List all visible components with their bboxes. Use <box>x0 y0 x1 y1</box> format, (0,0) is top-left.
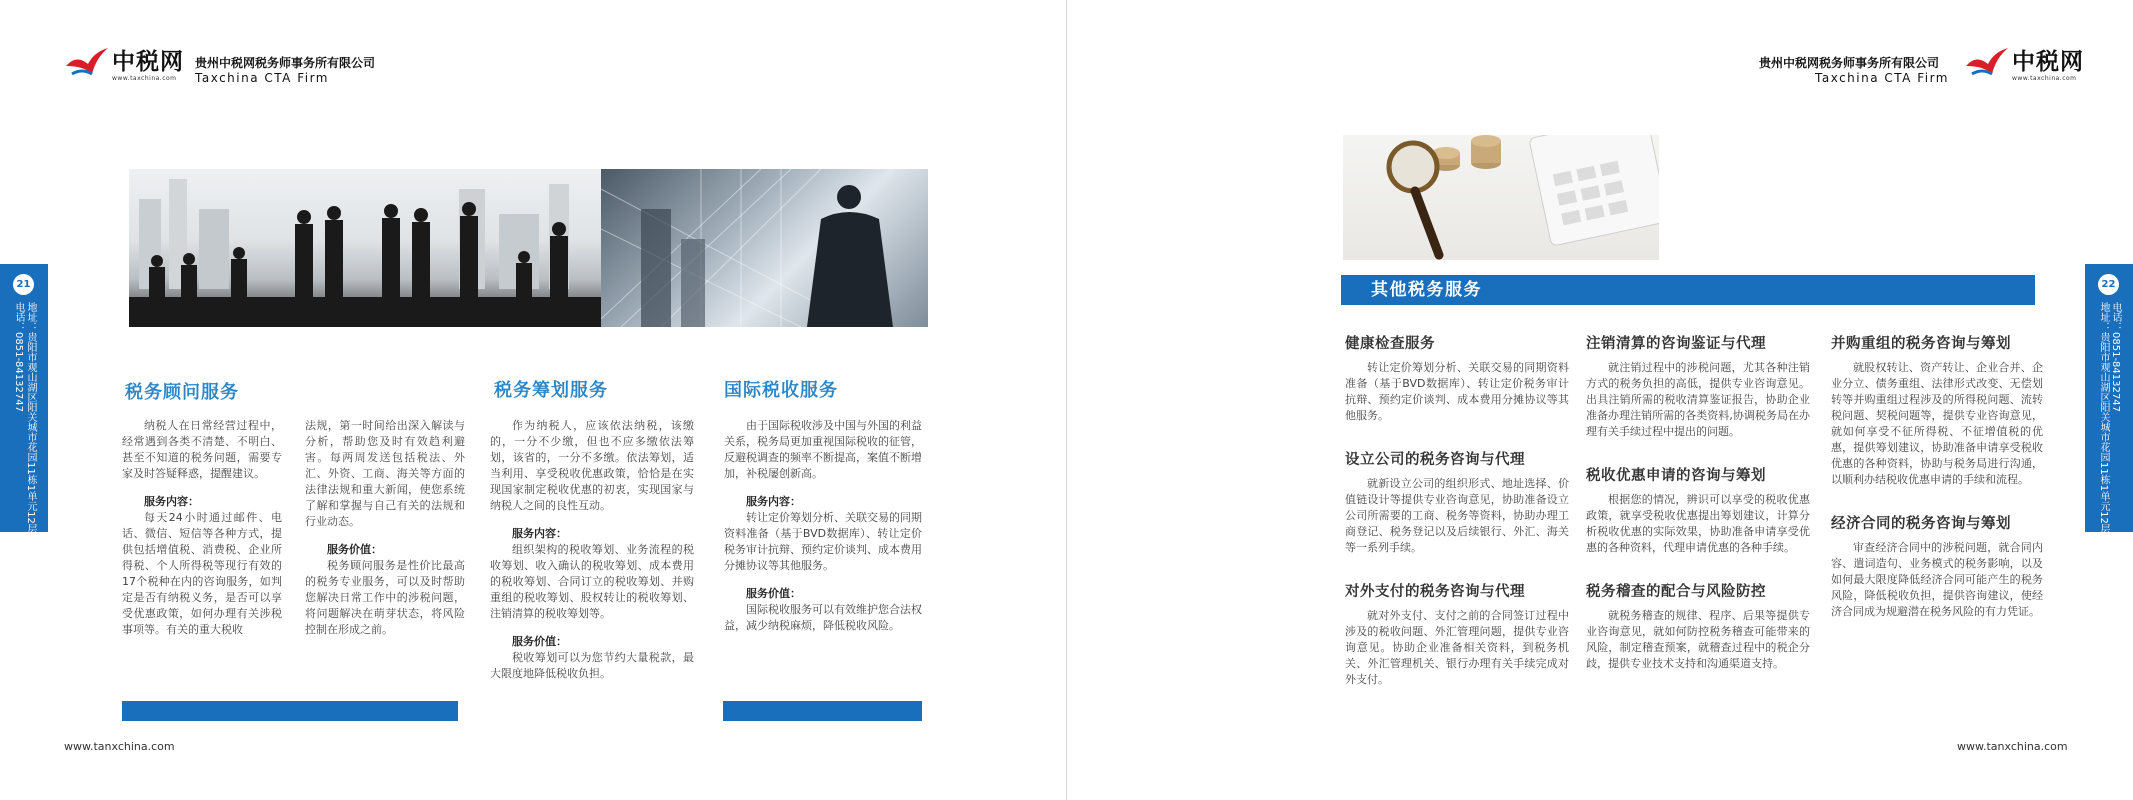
tax-consulting-content-label: 服务内容： <box>144 495 199 508</box>
logo-url: www.taxchina.com <box>112 75 177 82</box>
left-accent-bar <box>122 701 458 721</box>
service-title-company-setup: 设立公司的税务咨询与代理 <box>1345 452 1525 468</box>
business-people-silhouette-icon <box>129 169 601 327</box>
tax-planning-column <box>490 418 694 682</box>
service-title-tax-incentive: 税收优惠申请的咨询与筹划 <box>1586 468 1766 484</box>
tax-planning-content: 组织架构的税收筹划、业务流程的税收筹划、收入确认的税收筹划、成本费用的税收筹划、合同订立的税收筹划、并购重组的税收筹划、股权转让的税收筹划、注销清算的税收筹划等。 <box>490 543 694 620</box>
right-accent-bar <box>723 701 922 721</box>
side-phone: 电话：0851-84132747 <box>2110 302 2121 412</box>
magnifier-coins-photo <box>1343 135 1659 260</box>
side-tab-left <box>0 264 48 532</box>
tax-consulting-column <box>122 418 282 638</box>
tax-planning-value: 税收筹划可以为您节约大量税款，最大限度地降低税收负担。 <box>490 651 694 680</box>
international-tax-column <box>724 418 922 634</box>
service-title-deregistration: 注销清算的咨询鉴证与代理 <box>1586 336 1766 352</box>
international-tax-value-label: 服务价值： <box>746 587 801 600</box>
service-body-mna: 就股权转让、资产转让、企业合并、企业分立、债务重组、法律形式改变、无偿划转等并购重组过程涉及的所得税问题、流转税问题、契税问题等，提供专业咨询意见，就如何享受不征所得税、不征增值税的优惠，提供筹划建议，协助准备申请享受税收优惠的各种资料，协助与税务局进行沟通，以顺利办结税收优惠申请的手续和流程。 <box>1831 361 2043 486</box>
service-body-contracts: 审查经济合同中的涉税问题，就合同内容、遣词造句、业务模式的税务影响，以及如何最大限度降低经济合同可能产生的税务风险，降低税收负担，提供咨询建议，使经济合同成为规避潜在税务风险的有力凭证。 <box>1831 541 2043 618</box>
service-body-deregistration: 就注销过程中的涉税问题，尤其各种注销方式的税务负担的高低，提供专业咨询意见。出具注销所需的税收清算鉴证报告，协助企业准备办理注销所需的各类资料,协调税务局在办理有关手续过程中提出的问题。 <box>1586 361 1810 438</box>
businessman-skyline-icon <box>601 169 928 327</box>
service-title-mna: 并购重组的税务咨询与筹划 <box>1831 336 2011 352</box>
firm-name-en: Taxchina CTA Firm <box>195 71 329 85</box>
service-body-health-check: 转让定价筹划分析、关联交易的同期资料准备（基于BVD数据库）、转让定价税务审计抗辩、预约定价谈判、成本费用分摊协议等其他服务。 <box>1345 361 1569 422</box>
firm-name-cn: 贵州中税网税务师事务所有限公司 <box>1759 56 1940 70</box>
side-phone: 电话：0851-84132747 <box>13 302 24 412</box>
logo <box>62 44 192 84</box>
services-column-a <box>1345 332 1569 688</box>
right-page <box>1067 0 2133 800</box>
service-title-outbound-payment: 对外支付的税务咨询与代理 <box>1345 584 1525 600</box>
tax-planning-title: 税务筹划服务 <box>494 380 608 401</box>
service-title-health-check: 健康检查服务 <box>1345 336 1435 352</box>
side-address: 地址：贵阳市观山湖区阳关城市花园11栋1单元12层 <box>2098 302 2109 534</box>
left-page <box>0 0 1066 800</box>
tax-planning-content-label: 服务内容： <box>512 527 567 540</box>
service-title-tax-audit: 税务稽查的配合与风险防控 <box>1586 584 1766 600</box>
logo-mark-icon <box>1962 44 2010 82</box>
logo-text: 中税网 <box>2012 49 2084 75</box>
tax-consulting-value: 税务顾问服务是性价比最高的税务专业服务，可以及时帮助您解决日常工作中的涉税问题，将问题解决在萌芽状态，将风险控制在形成之前。 <box>305 559 465 636</box>
tax-planning-intro: 作为纳税人，应该依法纳税，该缴的，一分不少缴，但也不应多缴依法筹划，该省的，一分不多缴。依法筹划，适当利用、享受税收优惠政策，恰恰是在实现国家制定税收优惠的初衷，实现国家与纳税人之间的良性互动。 <box>490 419 694 512</box>
international-tax-intro: 由于国际税收涉及中国与外国的利益关系，税务局更加重视国际税收的征管，反避税调查的频率不断提高，案值不断增加，补税屡创新高。 <box>724 419 922 480</box>
services-column-b <box>1586 332 1810 672</box>
international-tax-title: 国际税收服务 <box>724 380 838 401</box>
firm-name-cn: 贵州中税网税务师事务所有限公司 <box>195 56 376 70</box>
logo-mark-icon <box>62 44 110 82</box>
tax-consulting-content: 每天24小时通过邮件、电话、微信、短信等各种方式，提供包括增值税、消费税、企业所得税、个人所得税等现行有效的17个税种在内的咨询服务，如判定是否有纳税义务，是否可以享受优惠政策，如何办理有关涉税事项等。有关的重大税收 <box>122 511 282 636</box>
side-tab-right <box>2085 264 2133 532</box>
other-services-banner: 其他税务服务 <box>1341 275 2035 305</box>
page-number: 22 <box>2098 274 2119 295</box>
international-tax-content: 转让定价筹划分析、关联交易的同期资料准备（基于BVD数据库）、转让定价税务审计抗辩、预约定价谈判、成本费用分摊协议等其他服务。 <box>724 511 922 572</box>
side-address: 地址：贵阳市观山湖区阳关城市花园11栋1单元12层 <box>25 302 36 534</box>
tax-consulting-column-cont <box>305 418 465 638</box>
businessman-skyline-photo <box>601 169 928 327</box>
page-number: 21 <box>13 274 34 295</box>
service-body-tax-audit: 就税务稽查的规律、程序、后果等提供专业咨询意见，就如何防控税务稽查可能带来的风险，制定稽查预案，就稽查过程中的税企分歧，提供专业技术支持和沟通渠道支持。 <box>1586 609 1810 670</box>
firm-name-en: Taxchina CTA Firm <box>1815 71 1949 85</box>
international-tax-value: 国际税收服务可以有效维护您合法权益，减少纳税麻烦，降低税收风险。 <box>724 603 922 632</box>
service-body-company-setup: 就新设立公司的组织形式、地址选择、价值链设计等提供专业咨询意见，协助准备设立公司所需要的工商、税务等资料，协助办理工商登记、税务登记以及后续银行、外汇、海关等一系列手续。 <box>1345 477 1569 554</box>
tax-consulting-content-cont: 法规，第一时间给出深入解读与分析，帮助您及时有效趋利避害。每两周发送包括税法、外汇、外资、工商、海关等方面的法律法规和重大新闻，使您系统了解和掌握与自己有关的法规和行业动态。 <box>305 419 465 528</box>
tax-planning-value-label: 服务价值： <box>512 635 567 648</box>
service-title-contracts: 经济合同的税务咨询与筹划 <box>1831 516 2011 532</box>
international-tax-content-label: 服务内容： <box>746 495 801 508</box>
service-body-tax-incentive: 根据您的情况，辨识可以享受的税收优惠政策，就享受税收优惠提出筹划建议，计算分析税收优惠的实际效果，协助准备申请享受优惠的各种资料，代理申请优惠的各种手续。 <box>1586 493 1810 554</box>
footer-url[interactable]: www.tanxchina.com <box>64 740 175 753</box>
magnifier-coins-icon <box>1343 135 1659 260</box>
tax-consulting-value-label: 服务价值： <box>327 543 382 556</box>
logo-url: www.taxchina.com <box>2012 75 2077 82</box>
tax-consulting-intro: 纳税人在日常经营过程中，经常遇到各类不清楚、不明白、甚至不知道的税务问题，需要专家及时答疑释惑，提醒建议。 <box>122 419 282 480</box>
footer-url[interactable]: www.tanxchina.com <box>1957 740 2068 753</box>
logo <box>1962 44 2092 84</box>
business-people-photo <box>129 169 601 327</box>
service-body-outbound-payment: 就对外支付、支付之前的合同签订过程中涉及的税收问题、外汇管理问题，提供专业咨询意见。协助企业准备相关资料，到税务机关、外汇管理机关、银行办理有关手续完成对外支付。 <box>1345 609 1569 686</box>
services-column-c <box>1831 332 2043 620</box>
logo-text: 中税网 <box>112 49 184 75</box>
tax-consulting-title: 税务顾问服务 <box>125 382 239 403</box>
